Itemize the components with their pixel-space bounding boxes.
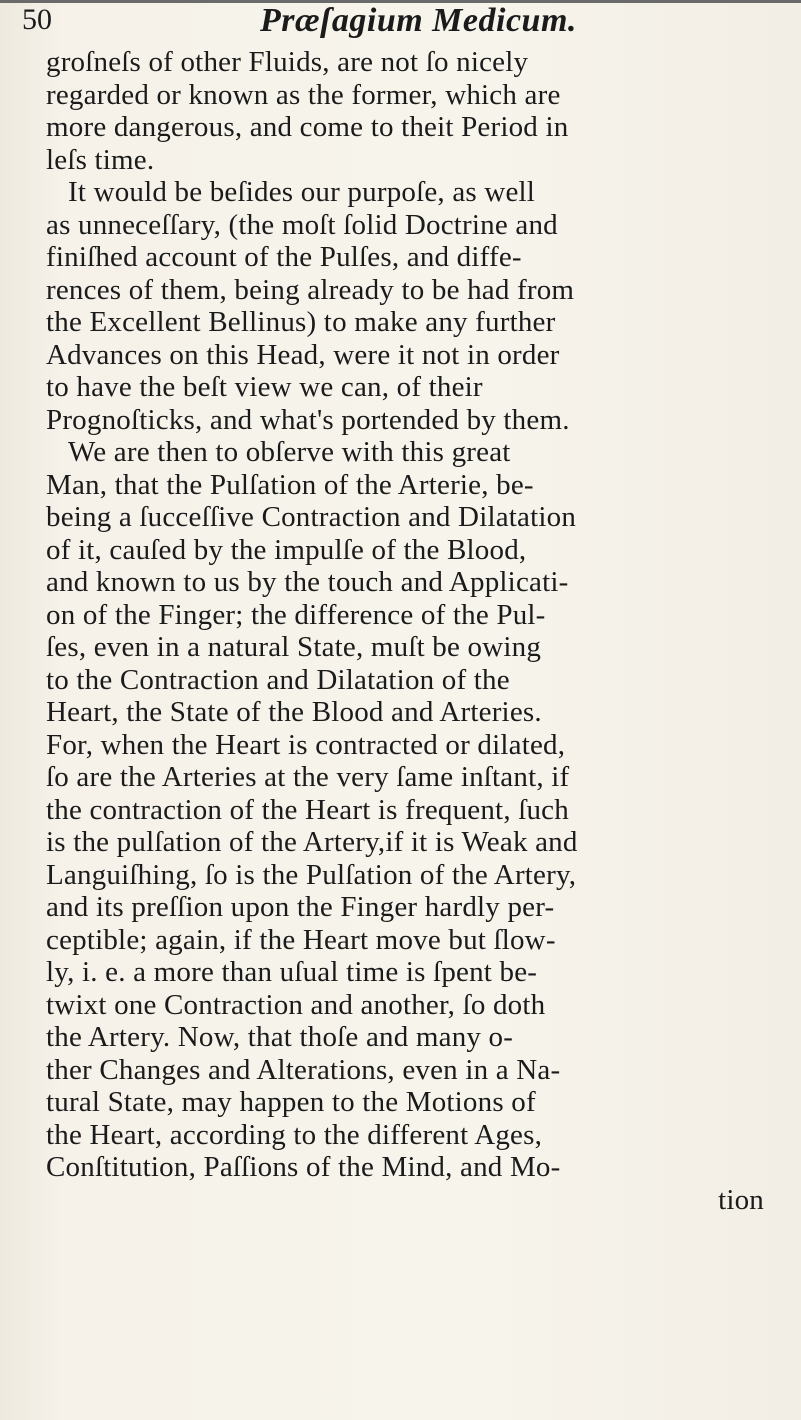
text-line: the contraction of the Heart is frequent, ſuch	[46, 793, 569, 826]
text-line: ceptible; again, if the Heart move but ſlow-	[46, 923, 556, 956]
catchword: tion	[718, 1183, 764, 1216]
text-line: as unneceſſary, (the moſt ſolid Doctrine and	[46, 208, 558, 241]
text-line: Man, that the Pulſation of the Arterie, be-	[46, 468, 534, 501]
text-line: Advances on this Head, were it not in order	[46, 338, 560, 371]
text-line: of it, cauſed by the impulſe of the Blood,	[46, 533, 527, 566]
text-line: Heart, the State of the Blood and Arteries.	[46, 696, 542, 728]
text-line: For, when the Heart is contracted or dilated,	[46, 728, 566, 761]
text-line: to the Contraction and Dilatation of the	[46, 663, 510, 696]
text-line: Conſtitution, Paſſions of the Mind, and Mo-	[46, 1151, 561, 1183]
text-line: and known to us by the touch and Applicati-	[46, 566, 569, 598]
running-head: Præſagium Medicum.	[260, 2, 577, 39]
text-line: regarded or known as the former, which are	[46, 78, 561, 111]
text-line: finiſhed account of the Pulſes, and diffe-	[46, 241, 522, 273]
text-line: groſneſs of other Fluids, are not ſo nicely	[46, 46, 529, 78]
text-line: to have the beſt view we can, of their	[46, 371, 483, 403]
text-line: rences of them, being already to be had from	[46, 273, 575, 306]
text-line: ly, i. e. a more than uſual time is ſpent be-	[46, 956, 538, 988]
page-number: 50	[22, 3, 52, 36]
text-line: twixt one Contraction and another, ſo doth	[46, 988, 546, 1021]
text-line: ſes, even in a natural State, muſt be owing	[46, 631, 542, 663]
text-line: more dangerous, and come to theit Period in	[46, 111, 569, 143]
text-line: leſs time.	[46, 143, 155, 176]
body-text	[46, 46, 766, 1216]
text-line: the Artery. Now, that thoſe and many o-	[46, 1021, 514, 1053]
text-line: tural State, may happen to the Motions of	[46, 1086, 536, 1118]
text-line: We are then to obſerve with this great	[68, 436, 511, 468]
text-line: Prognoſticks, and what's portended by them.	[46, 403, 570, 436]
page-header	[0, 2, 801, 42]
text-line: and its preſſion upon the Finger hardly per-	[46, 891, 555, 923]
text-line: the Heart, according to the different Ages,	[46, 1118, 543, 1151]
text-line: being a ſucceſſive Contraction and Dilatation	[46, 501, 577, 533]
text-line: It would be beſides our purpoſe, as well	[68, 176, 536, 208]
text-line: Languiſhing, ſo is the Pulſation of the Artery,	[46, 858, 577, 891]
text-line: ſo are the Arteries at the very ſame inſtant, if	[46, 761, 570, 793]
text-line: ther Changes and Alterations, even in a Na-	[46, 1053, 561, 1086]
text-line: the Excellent Bellinus) to make any further	[46, 306, 556, 338]
text-line: on of the Finger; the difference of the Pul-	[46, 598, 546, 631]
text-line: is the pulſation of the Artery,if it is Weak and	[46, 826, 578, 858]
